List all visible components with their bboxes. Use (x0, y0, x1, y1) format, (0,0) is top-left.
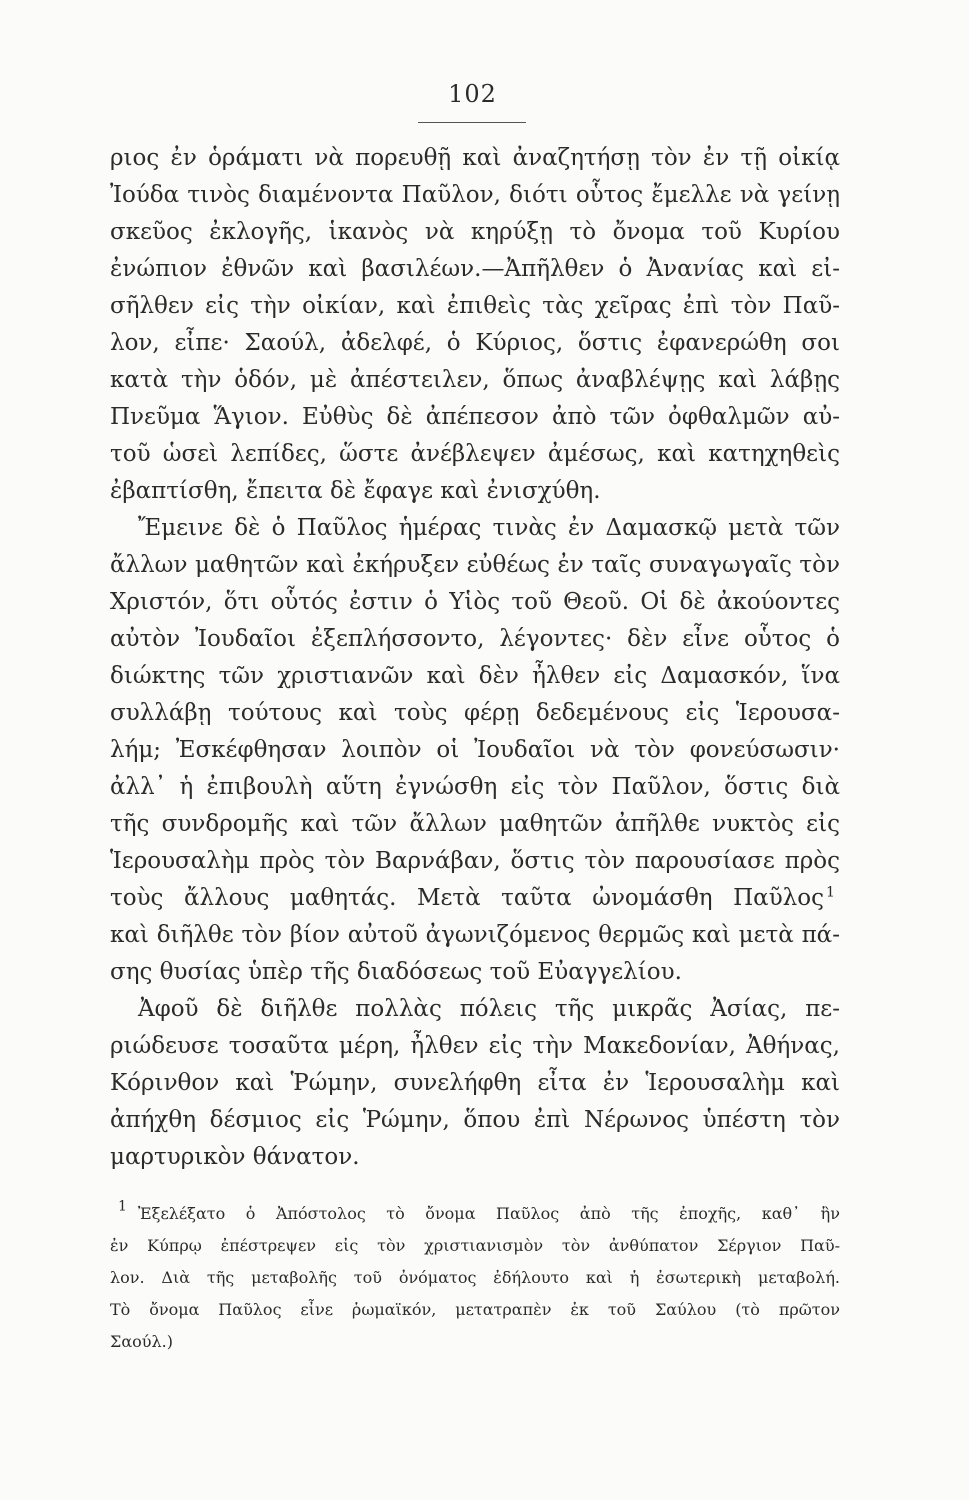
footnote-reference (826, 883, 846, 913)
text-line: ἀλλ᾽ ἡ ἐπιβουλὴ αὕτη ἐγνώσθη εἰς τὸν Παῦλον, ὅστις διὰ (110, 774, 840, 800)
text-line: Χριστόν, ὅτι οὗτός ἐστιν ὁ Υἱὸς τοῦ Θεοῦ. Οἱ δὲ ἀκούοντες (110, 589, 840, 615)
text-line: σης θυσίας ὑπὲρ τῆς διαδόσεως τοῦ Εὐαγγελίου. (110, 959, 682, 985)
footnote-line: Τὸ ὄνομα Παῦλος εἶνε ῥωμαϊκόν, μετατραπὲν ἐκ τοῦ Σαύλου (τὸ πρῶτον (110, 1300, 840, 1319)
text-line (110, 883, 824, 913)
text-line: ἐνώπιον ἐθνῶν καὶ βασιλέων.—Ἀπῆλθεν ὁ Ἀνανίας καὶ εἰ- (110, 256, 840, 282)
footnote-number-marker: 1 (118, 1198, 127, 1215)
text-line: ἐβαπτίσθη, ἔπειτα δὲ ἔφαγε καὶ ἐνισχύθη. (110, 478, 601, 504)
text-line: Ἔμεινε δὲ ὁ Παῦλος ἡμέρας τινὰς ἐν Δαμασκῷ μετὰ τῶν (138, 515, 840, 541)
text-line: ἄλλων μαθητῶν καὶ ἐκήρυξεν εὐθέως ἐν ταῖς συναγωγαῖς τὸν (110, 552, 840, 578)
text-line: αὐτὸν Ἰουδαῖοι ἐξεπλήσσοντο, λέγοντες· δὲν εἶνε οὗτος ὁ (110, 626, 840, 652)
text-line: Ἱερουσαλὴμ πρὸς τὸν Βαρνάβαν, ὅστις τὸν παρουσίασε πρὸς (110, 848, 840, 874)
footnote-line: Σαούλ.) (110, 1332, 173, 1351)
text-line: Ἰούδα τινὸς διαμένοντα Παῦλον, διότι οὗτος ἔμελλε νὰ γείνῃ (110, 182, 840, 208)
text-line: μαρτυρικὸν θάνατον. (110, 1144, 360, 1170)
text-line: διώκτης τῶν χριστιανῶν καὶ δὲν ἦλθεν εἰς Δαμασκόν, ἵνα (110, 663, 840, 689)
text-line: Ἀφοῦ δὲ διῆλθε πολλὰς πόλεις τῆς μικρᾶς Ἀσίας, πε- (138, 996, 840, 1022)
footnote-line: Ἐξελέξατο ὁ Ἀπόστολος τὸ ὄνομα Παῦλος ἀπὸ τῆς ἐποχῆς, καθ᾽ ἣν (138, 1204, 840, 1223)
text-line: λήμ; Ἐσκέφθησαν λοιπὸν οἱ Ἰουδαῖοι νὰ τὸν φονεύσωσιν· (110, 737, 840, 763)
footnote-marker: 1 (826, 884, 835, 901)
text-line: καὶ διῆλθε τὸν βίον αὐτοῦ ἀγωνιζόμενος θερμῶς καὶ μετὰ πά- (110, 922, 840, 948)
text-line: ριος ἐν ὁράματι νὰ πορευθῇ καὶ ἀναζητήσῃ τὸν ἐν τῇ οἰκίᾳ (110, 145, 840, 171)
text-line: τῆς συνδρομῆς καὶ τῶν ἄλλων μαθητῶν ἀπῆλθε νυκτὸς εἰς (110, 811, 840, 837)
text-line: ριώδευσε τοσαῦτα μέρη, ἦλθεν εἰς τὴν Μακεδονίαν, Ἀθήνας, (110, 1033, 840, 1059)
text-line: σκεῦος ἐκλογῆς, ἱκανὸς νὰ κηρύξῃ τὸ ὄνομα τοῦ Κυρίου (110, 219, 840, 245)
footnote-number (118, 1200, 138, 1224)
text-line: Πνεῦμα Ἅγιον. Εὐθὺς δὲ ἀπέπεσον ἀπὸ τῶν ὀφθαλμῶν αὐ- (110, 404, 840, 430)
header-rule (418, 122, 526, 123)
text-line: λον, εἶπε· Σαούλ, ἀδελφέ, ὁ Κύριος, ὅστις ἐφανερώθη σοι (110, 330, 840, 356)
text-line: τοῦ ὡσεὶ λεπίδες, ὥστε ἀνέβλεψεν ἀμέσως, καὶ κατηχηθεὶς (110, 441, 840, 467)
text-line: κατὰ τὴν ὁδόν, μὲ ἀπέστειλεν, ὅπως ἀναβλέψῃς καὶ λάβῃς (110, 367, 840, 393)
text-line-content: τοὺς ἄλλους μαθητάς. Μετὰ ταῦτα ὠνομάσθη Παῦλος (110, 885, 824, 911)
footnote-line: λον. Διὰ τῆς μεταβολῆς τοῦ ὀνόματος ἐδήλουτο καὶ ἡ ἐσωτερικὴ μεταβολή. (110, 1268, 840, 1287)
page-number: 102 (448, 80, 497, 108)
text-line: Κόρινθον καὶ Ῥώμην, συνελήφθη εἶτα ἐν Ἱερουσαλὴμ καὶ (110, 1070, 840, 1096)
text-line: συλλάβῃ τούτους καὶ τοὺς φέρῃ δεδεμένους εἰς Ἱερουσα- (110, 700, 840, 726)
footnote-line: ἐν Κύπρῳ ἐπέστρεψεν εἰς τὸν χριστιανισμὸν τὸν ἀνθύπατον Σέργιον Παῦ- (110, 1236, 840, 1255)
text-line: ἀπήχθη δέσμιος εἰς Ῥώμην, ὅπου ἐπὶ Νέρωνος ὑπέστη τὸν (110, 1107, 840, 1133)
text-line: σῆλθεν εἰς τὴν οἰκίαν, καὶ ἐπιθεὶς τὰς χεῖρας ἐπὶ τὸν Παῦ- (110, 293, 840, 319)
